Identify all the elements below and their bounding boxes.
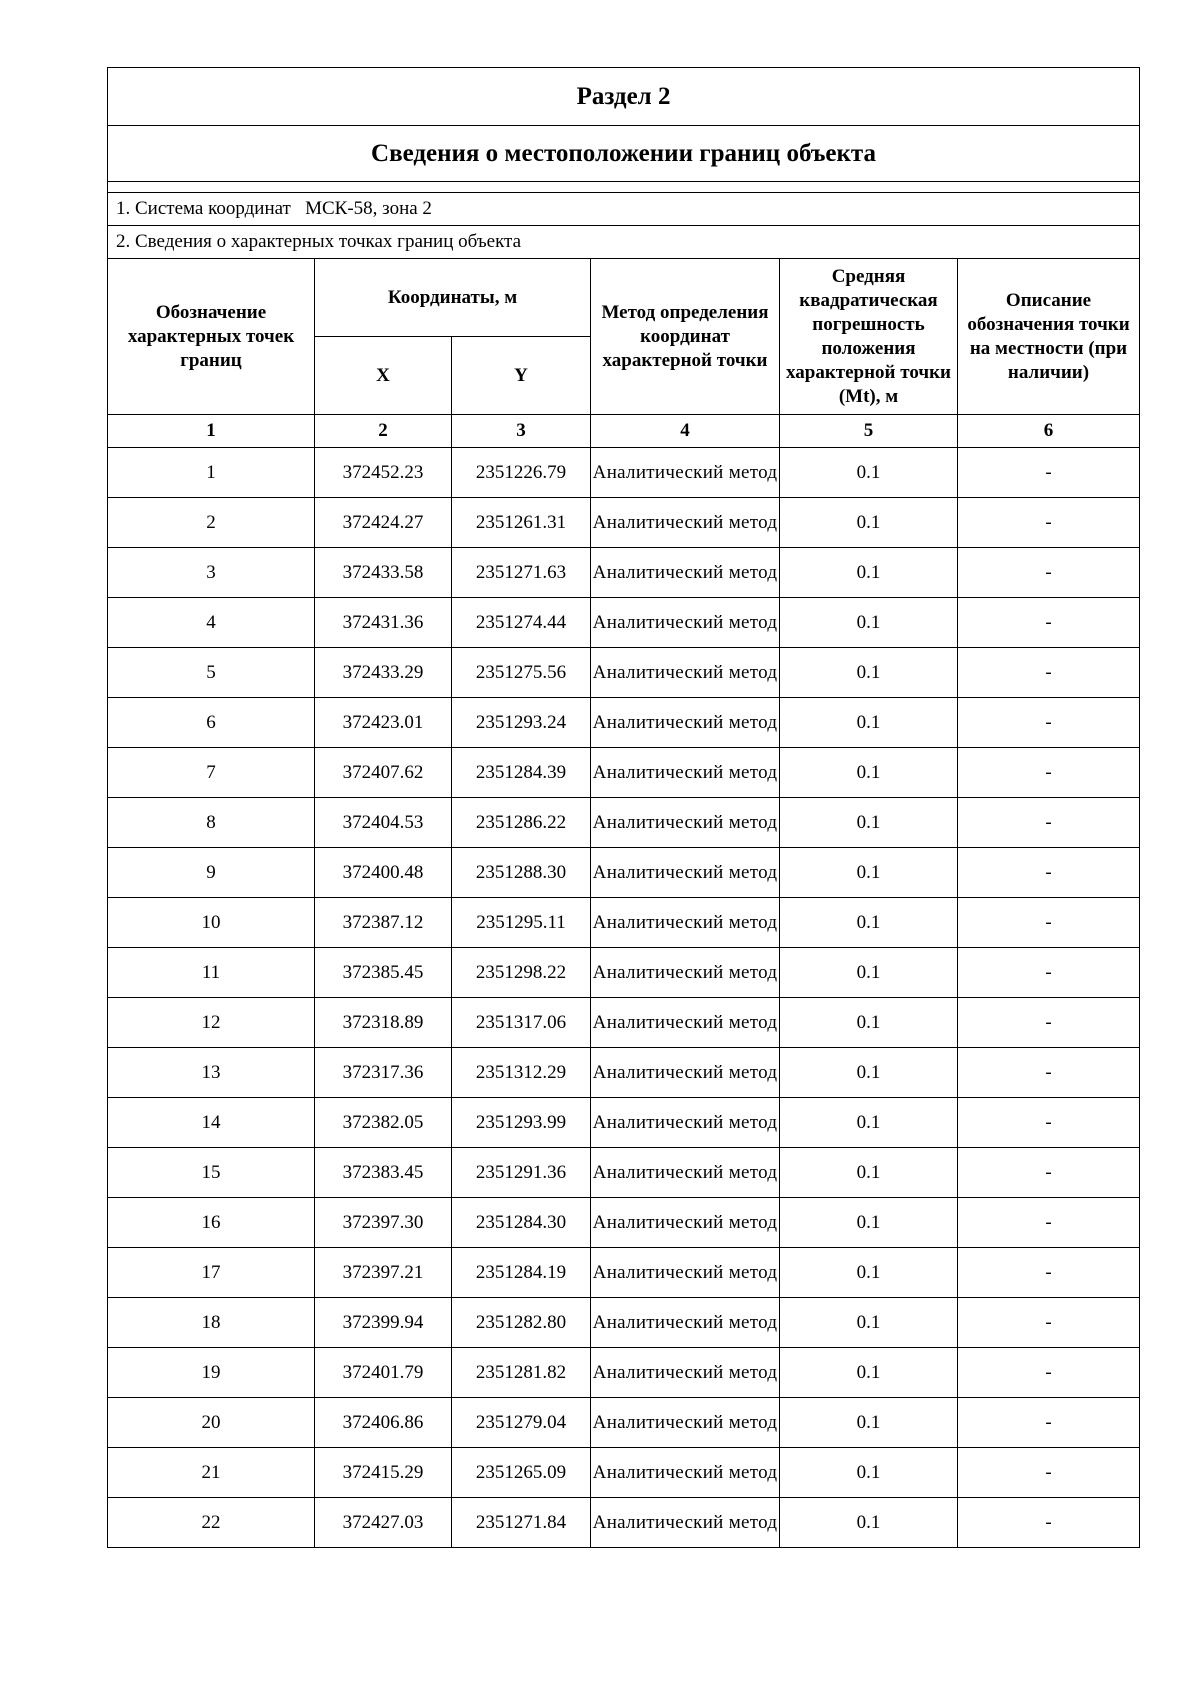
table-row — [108, 1348, 1140, 1398]
coord-system-value: МСК-58, зона 2 — [305, 198, 432, 219]
description-cell: - — [958, 1348, 1140, 1398]
method-cell: Аналитический метод — [591, 1398, 780, 1448]
x-coordinate-cell: 372431.36 — [315, 598, 452, 648]
point-number-cell: 22 — [108, 1498, 315, 1548]
point-number-cell: 13 — [108, 1048, 315, 1098]
y-coordinate-cell: 2351226.79 — [452, 448, 591, 498]
y-coordinate-cell: 2351284.19 — [452, 1248, 591, 1298]
table-row — [108, 1448, 1140, 1498]
y-coordinate-cell: 2351284.39 — [452, 748, 591, 798]
coord-system-label: 1. Система координат — [116, 198, 291, 219]
description-cell: - — [958, 1298, 1140, 1348]
column-number-row — [108, 415, 1140, 448]
header-y: Y — [452, 337, 591, 415]
table-row — [108, 548, 1140, 598]
description-cell: - — [958, 1098, 1140, 1148]
description-cell: - — [958, 1148, 1140, 1198]
point-number-cell: 2 — [108, 498, 315, 548]
mt-error-cell: 0.1 — [780, 1248, 958, 1298]
point-number-cell: 21 — [108, 1448, 315, 1498]
y-coordinate-cell: 2351291.36 — [452, 1148, 591, 1198]
method-cell: Аналитический метод — [591, 798, 780, 848]
spacer-row — [108, 182, 1140, 193]
y-coordinate-cell: 2351274.44 — [452, 598, 591, 648]
mt-error-cell: 0.1 — [780, 1398, 958, 1448]
x-coordinate-cell: 372404.53 — [315, 798, 452, 848]
x-coordinate-cell: 372383.45 — [315, 1148, 452, 1198]
method-cell: Аналитический метод — [591, 1148, 780, 1198]
y-coordinate-cell: 2351282.80 — [452, 1298, 591, 1348]
table-row — [108, 498, 1140, 548]
table-row — [108, 648, 1140, 698]
point-number-cell: 8 — [108, 798, 315, 848]
y-coordinate-cell: 2351288.30 — [452, 848, 591, 898]
x-coordinate-cell: 372387.12 — [315, 898, 452, 948]
description-cell: - — [958, 548, 1140, 598]
point-number-cell: 5 — [108, 648, 315, 698]
table-row — [108, 1498, 1140, 1548]
column-number: 2 — [315, 415, 452, 448]
method-cell: Аналитический метод — [591, 448, 780, 498]
table-row — [108, 898, 1140, 948]
document-sheet — [107, 67, 1139, 1548]
x-coordinate-cell: 372407.62 — [315, 748, 452, 798]
x-coordinate-cell: 372452.23 — [315, 448, 452, 498]
mt-error-cell: 0.1 — [780, 548, 958, 598]
description-cell: - — [958, 698, 1140, 748]
point-number-cell: 3 — [108, 548, 315, 598]
y-coordinate-cell: 2351312.29 — [452, 1048, 591, 1098]
x-coordinate-cell: 372406.86 — [315, 1398, 452, 1448]
point-number-cell: 11 — [108, 948, 315, 998]
description-cell: - — [958, 1448, 1140, 1498]
table-row — [108, 798, 1140, 848]
header-method: Метод определения координат характерной точки — [591, 259, 780, 415]
y-coordinate-cell: 2351271.63 — [452, 548, 591, 598]
y-coordinate-cell: 2351293.99 — [452, 1098, 591, 1148]
mt-error-cell: 0.1 — [780, 848, 958, 898]
mt-error-cell: 0.1 — [780, 998, 958, 1048]
description-cell: - — [958, 1048, 1140, 1098]
method-cell: Аналитический метод — [591, 598, 780, 648]
mt-error-cell: 0.1 — [780, 898, 958, 948]
column-number: 3 — [452, 415, 591, 448]
y-coordinate-cell: 2351261.31 — [452, 498, 591, 548]
point-number-cell: 9 — [108, 848, 315, 898]
mt-error-cell: 0.1 — [780, 1498, 958, 1548]
method-cell: Аналитический метод — [591, 1448, 780, 1498]
description-cell: - — [958, 1398, 1140, 1448]
table-row — [108, 1248, 1140, 1298]
x-coordinate-cell: 372427.03 — [315, 1498, 452, 1548]
x-coordinate-cell: 372317.36 — [315, 1048, 452, 1098]
y-coordinate-cell: 2351293.24 — [452, 698, 591, 748]
description-cell: - — [958, 898, 1140, 948]
section-subtitle: Сведения о местоположении границ объекта — [108, 126, 1140, 182]
x-coordinate-cell: 372433.29 — [315, 648, 452, 698]
point-number-cell: 19 — [108, 1348, 315, 1398]
y-coordinate-cell: 2351286.22 — [452, 798, 591, 848]
description-cell: - — [958, 648, 1140, 698]
method-cell: Аналитический метод — [591, 1098, 780, 1148]
y-coordinate-cell: 2351298.22 — [452, 948, 591, 998]
description-cell: - — [958, 798, 1140, 848]
description-cell: - — [958, 748, 1140, 798]
table-row — [108, 1298, 1140, 1348]
method-cell: Аналитический метод — [591, 998, 780, 1048]
y-coordinate-cell: 2351275.56 — [452, 648, 591, 698]
mt-error-cell: 0.1 — [780, 948, 958, 998]
method-cell: Аналитический метод — [591, 1048, 780, 1098]
y-coordinate-cell: 2351284.30 — [452, 1198, 591, 1248]
point-number-cell: 7 — [108, 748, 315, 798]
method-cell: Аналитический метод — [591, 1198, 780, 1248]
y-coordinate-cell: 2351265.09 — [452, 1448, 591, 1498]
point-number-cell: 20 — [108, 1398, 315, 1448]
mt-error-cell: 0.1 — [780, 1098, 958, 1148]
mt-error-cell: 0.1 — [780, 448, 958, 498]
mt-error-cell: 0.1 — [780, 1448, 958, 1498]
method-cell: Аналитический метод — [591, 698, 780, 748]
mt-error-cell: 0.1 — [780, 1298, 958, 1348]
table-row — [108, 1398, 1140, 1448]
table-row — [108, 848, 1140, 898]
table-row — [108, 748, 1140, 798]
mt-error-cell: 0.1 — [780, 1048, 958, 1098]
boundary-table — [107, 67, 1140, 1548]
column-number: 6 — [958, 415, 1140, 448]
x-coordinate-cell: 372397.30 — [315, 1198, 452, 1248]
column-number: 5 — [780, 415, 958, 448]
table-row — [108, 1198, 1140, 1248]
point-number-cell: 14 — [108, 1098, 315, 1148]
mt-error-cell: 0.1 — [780, 1148, 958, 1198]
mt-error-cell: 0.1 — [780, 748, 958, 798]
header-coordinates: Координаты, м — [315, 259, 591, 337]
table-row — [108, 698, 1140, 748]
method-cell: Аналитический метод — [591, 648, 780, 698]
description-cell: - — [958, 598, 1140, 648]
x-coordinate-cell: 372318.89 — [315, 998, 452, 1048]
x-coordinate-cell: 372401.79 — [315, 1348, 452, 1398]
table-row — [108, 1148, 1140, 1198]
method-cell: Аналитический метод — [591, 948, 780, 998]
description-cell: - — [958, 998, 1140, 1048]
x-coordinate-cell: 372433.58 — [315, 548, 452, 598]
description-cell: - — [958, 1248, 1140, 1298]
section-title: Раздел 2 — [108, 68, 1140, 126]
point-number-cell: 10 — [108, 898, 315, 948]
point-number-cell: 16 — [108, 1198, 315, 1248]
description-cell: - — [958, 498, 1140, 548]
y-coordinate-cell: 2351279.04 — [452, 1398, 591, 1448]
method-cell: Аналитический метод — [591, 1298, 780, 1348]
description-cell: - — [958, 1198, 1140, 1248]
description-cell: - — [958, 848, 1140, 898]
table-row — [108, 1048, 1140, 1098]
table-row — [108, 948, 1140, 998]
method-cell: Аналитический метод — [591, 1248, 780, 1298]
description-cell: - — [958, 448, 1140, 498]
x-coordinate-cell: 372382.05 — [315, 1098, 452, 1148]
x-coordinate-cell: 372415.29 — [315, 1448, 452, 1498]
method-cell: Аналитический метод — [591, 898, 780, 948]
point-number-cell: 15 — [108, 1148, 315, 1198]
point-number-cell: 4 — [108, 598, 315, 648]
description-cell: - — [958, 1498, 1140, 1548]
description-cell: - — [958, 948, 1140, 998]
mt-error-cell: 0.1 — [780, 598, 958, 648]
point-number-cell: 12 — [108, 998, 315, 1048]
y-coordinate-cell: 2351317.06 — [452, 998, 591, 1048]
x-coordinate-cell: 372399.94 — [315, 1298, 452, 1348]
point-number-cell: 17 — [108, 1248, 315, 1298]
table-row — [108, 1098, 1140, 1148]
header-x: X — [315, 337, 452, 415]
points-heading: 2. Сведения о характерных точках границ объекта — [108, 226, 1140, 259]
mt-error-cell: 0.1 — [780, 798, 958, 848]
y-coordinate-cell: 2351295.11 — [452, 898, 591, 948]
method-cell: Аналитический метод — [591, 1348, 780, 1398]
table-row — [108, 998, 1140, 1048]
point-number-cell: 1 — [108, 448, 315, 498]
x-coordinate-cell: 372385.45 — [315, 948, 452, 998]
y-coordinate-cell: 2351271.84 — [452, 1498, 591, 1548]
point-number-cell: 6 — [108, 698, 315, 748]
header-description: Описание обозначения точки на местности (при наличии) — [958, 259, 1140, 415]
method-cell: Аналитический метод — [591, 848, 780, 898]
x-coordinate-cell: 372397.21 — [315, 1248, 452, 1298]
column-number: 4 — [591, 415, 780, 448]
table-row — [108, 598, 1140, 648]
mt-error-cell: 0.1 — [780, 1348, 958, 1398]
header-error: Средняя квадратическая погрешность положения характерной точки (Mt), м — [780, 259, 958, 415]
column-number: 1 — [108, 415, 315, 448]
x-coordinate-cell: 372424.27 — [315, 498, 452, 548]
mt-error-cell: 0.1 — [780, 498, 958, 548]
mt-error-cell: 0.1 — [780, 1198, 958, 1248]
x-coordinate-cell: 372423.01 — [315, 698, 452, 748]
method-cell: Аналитический метод — [591, 1498, 780, 1548]
coord-system-line — [108, 193, 1140, 226]
table-row — [108, 448, 1140, 498]
method-cell: Аналитический метод — [591, 548, 780, 598]
header-designation: Обозначение характерных точек границ — [108, 259, 315, 415]
point-number-cell: 18 — [108, 1298, 315, 1348]
y-coordinate-cell: 2351281.82 — [452, 1348, 591, 1398]
method-cell: Аналитический метод — [591, 748, 780, 798]
mt-error-cell: 0.1 — [780, 698, 958, 748]
x-coordinate-cell: 372400.48 — [315, 848, 452, 898]
mt-error-cell: 0.1 — [780, 648, 958, 698]
method-cell: Аналитический метод — [591, 498, 780, 548]
